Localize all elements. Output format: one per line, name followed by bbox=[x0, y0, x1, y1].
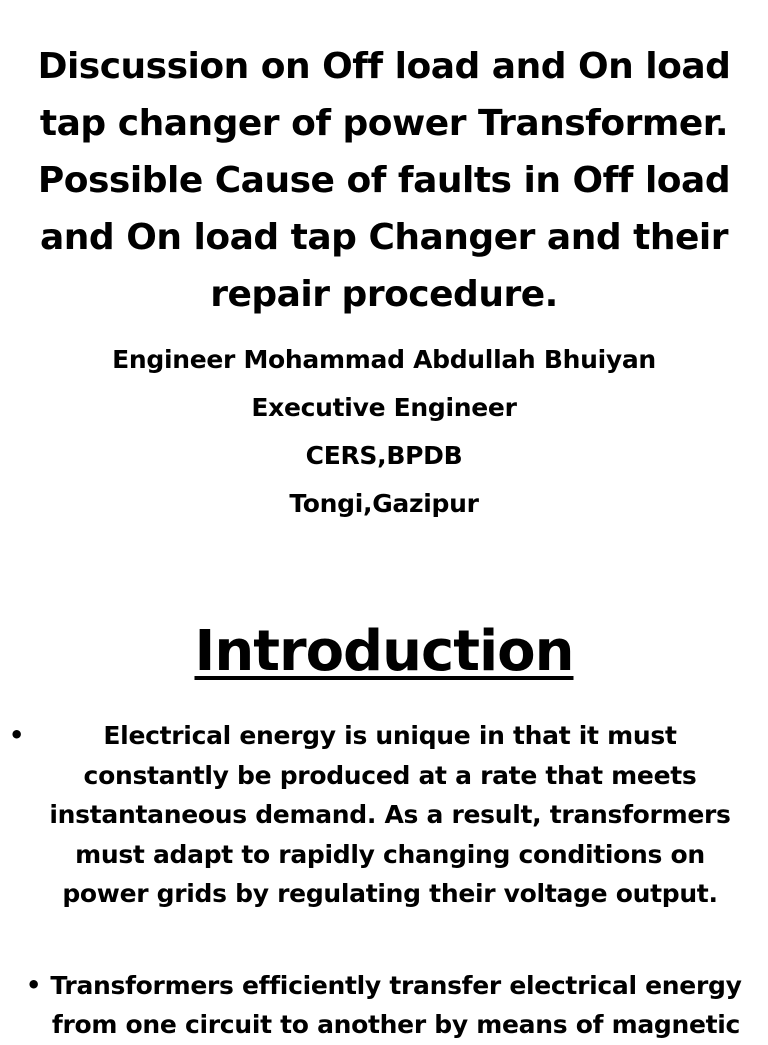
author-name: Engineer Mohammad Abdullah Bhuiyan bbox=[112, 345, 656, 374]
bullet-list bbox=[0, 716, 768, 1045]
bullet-icon: • bbox=[26, 970, 42, 999]
bullet-text: Transformers efficiently transfer electrical energy from one circuit to another by means of magnetic bbox=[50, 970, 742, 1039]
bullet-text: Electrical energy is unique in that it must constantly be produced at a rate that meets instantaneous demand. As a result, transformers must adapt to rapidly changing conditions on power grids by regulating their voltage output. bbox=[49, 721, 731, 908]
section-heading: Introduction bbox=[194, 619, 574, 684]
author-organization: CERS,BPDB bbox=[305, 441, 463, 470]
author-block bbox=[0, 338, 768, 530]
bullet-icon: • bbox=[9, 721, 25, 749]
list-item bbox=[0, 716, 768, 914]
author-position: Executive Engineer bbox=[251, 393, 517, 422]
slide-title: Discussion on Off load and On load tap changer of power Transformer. Possible Cause of faults in Off load and On load tap Changer and their repair procedure. bbox=[37, 46, 731, 315]
list-item bbox=[0, 966, 768, 1045]
author-location: Tongi,Gazipur bbox=[289, 489, 479, 518]
